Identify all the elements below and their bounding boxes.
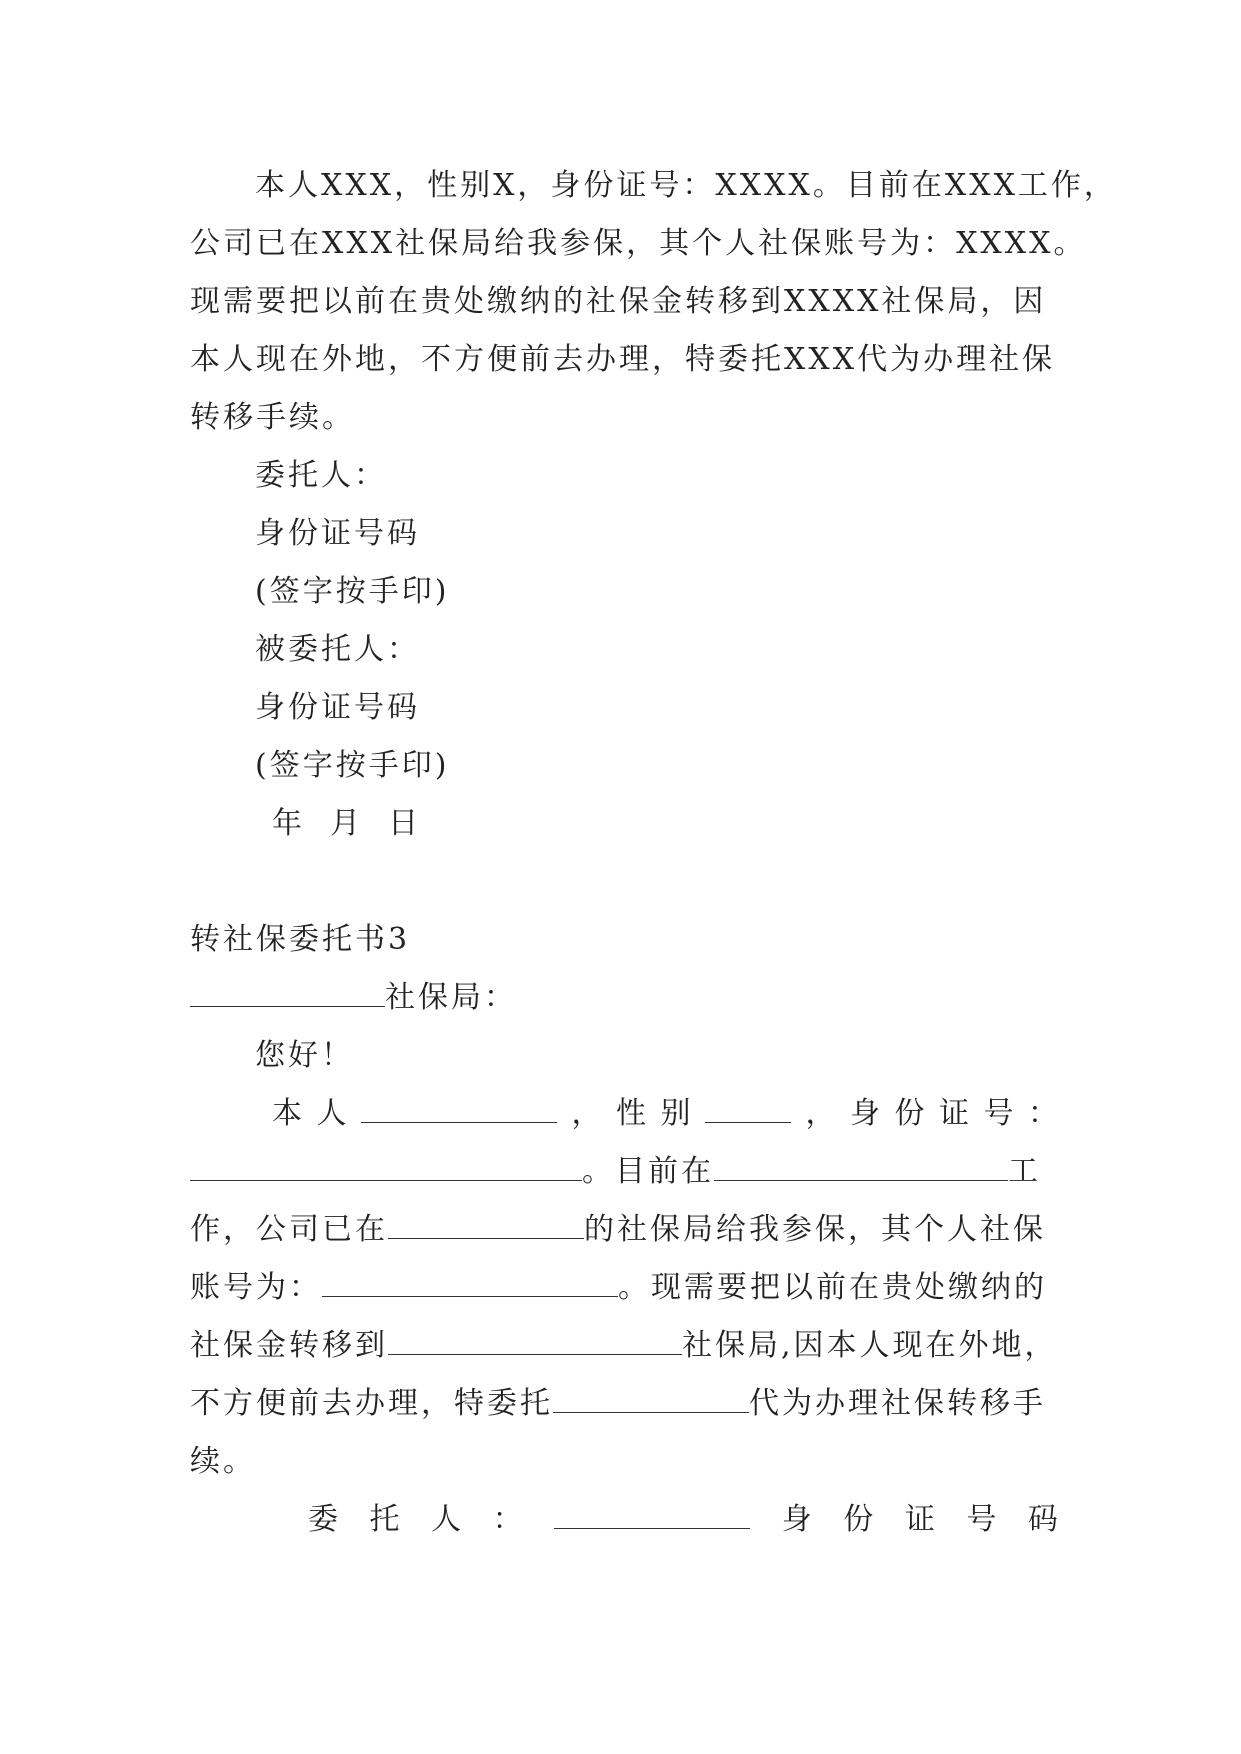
inline-text: 的社保局给我参保，其个人社保 <box>584 1212 1046 1247</box>
justified-line <box>272 1094 1058 1134</box>
text-char: 本 <box>272 1096 302 1131</box>
blank-field[interactable] <box>388 1210 584 1239</box>
section-title: 转社保委托书3 <box>190 922 411 957</box>
text-char: 码 <box>1027 1502 1058 1537</box>
text-char: 身 <box>781 1502 812 1537</box>
greeting: 您好！ <box>255 1038 354 1073</box>
paragraph-line <box>190 1384 1046 1424</box>
text-char: 托 <box>369 1502 400 1537</box>
addressee-line <box>190 978 517 1018</box>
text-char: 人 <box>316 1096 347 1131</box>
text-char: 身 <box>850 1096 880 1131</box>
text-char: 证 <box>939 1096 969 1131</box>
blank-field[interactable] <box>388 1326 682 1355</box>
principal-id-label: 身份证号码 <box>255 516 420 551</box>
blank-field[interactable] <box>322 1268 618 1297</box>
paragraph-line <box>190 1210 1046 1250</box>
paragraph-line: 本人XXX，性别X，身份证号：XXXX。目前在XXX工作， <box>255 168 1117 203</box>
blank-field[interactable] <box>554 1500 750 1529</box>
text-char: 委 <box>308 1502 338 1537</box>
paragraph-line: 现需要把以前在贵处缴纳的社保金转移到XXXX社保局，因 <box>190 284 1047 319</box>
agent-label: 被委托人： <box>255 632 420 667</box>
principal-sign-label: (签字按手印) <box>255 574 450 609</box>
text-char: 人 <box>431 1502 462 1537</box>
text-char: ， <box>805 1096 836 1131</box>
addressee-text: 社保局： <box>385 980 517 1015</box>
inline-text: 。目前在 <box>582 1154 714 1189</box>
blank-field[interactable] <box>361 1094 557 1123</box>
agent-sign-label: (签字按手印) <box>255 748 450 783</box>
text-char: 别 <box>660 1096 691 1131</box>
paragraph-line: 公司已在XXX社保局给我参保，其个人社保账号为：XXXX。 <box>190 226 1087 261</box>
blank-field[interactable] <box>714 1152 1008 1181</box>
text-char: 份 <box>894 1096 925 1131</box>
paragraph-line <box>190 1152 1041 1192</box>
text-char: 号 <box>966 1502 997 1537</box>
inline-text: 代为办理社保转移手 <box>749 1386 1046 1421</box>
text-char: ， <box>571 1096 602 1131</box>
blank-field[interactable] <box>190 1152 582 1181</box>
text-char: ： <box>1028 1096 1058 1131</box>
paragraph-line: 转移手续。 <box>190 400 355 435</box>
justified-line <box>308 1500 1058 1540</box>
blank-field[interactable] <box>553 1384 749 1413</box>
date-label: 年 月 日 <box>272 806 422 841</box>
text-char: ： <box>492 1502 523 1537</box>
agent-id-label: 身份证号码 <box>255 690 420 725</box>
inline-text: 社保局,因本人现在外地， <box>682 1328 1058 1363</box>
principal-label: 委托人： <box>255 458 387 493</box>
inline-text: 不方便前去办理，特委托 <box>190 1386 553 1421</box>
blank-field[interactable] <box>190 978 385 1007</box>
inline-text: 工 <box>1008 1154 1041 1189</box>
blank-field[interactable] <box>705 1094 791 1123</box>
paragraph-line <box>190 1326 1058 1366</box>
paragraph-line <box>190 1268 1047 1308</box>
text-char: 性 <box>616 1096 646 1131</box>
inline-text: 作，公司已在 <box>190 1212 388 1247</box>
text-char: 证 <box>904 1502 935 1537</box>
paragraph-line: 续。 <box>190 1444 256 1479</box>
inline-text: 社保金转移到 <box>190 1328 388 1363</box>
text-char: 号 <box>983 1096 1014 1131</box>
paragraph-line: 本人现在外地，不方便前去办理，特委托XXX代为办理社保 <box>190 342 1056 377</box>
text-char: 份 <box>843 1502 874 1537</box>
inline-text: 账号为： <box>190 1270 322 1305</box>
inline-text: 。现需要把以前在贵处缴纳的 <box>618 1270 1047 1305</box>
